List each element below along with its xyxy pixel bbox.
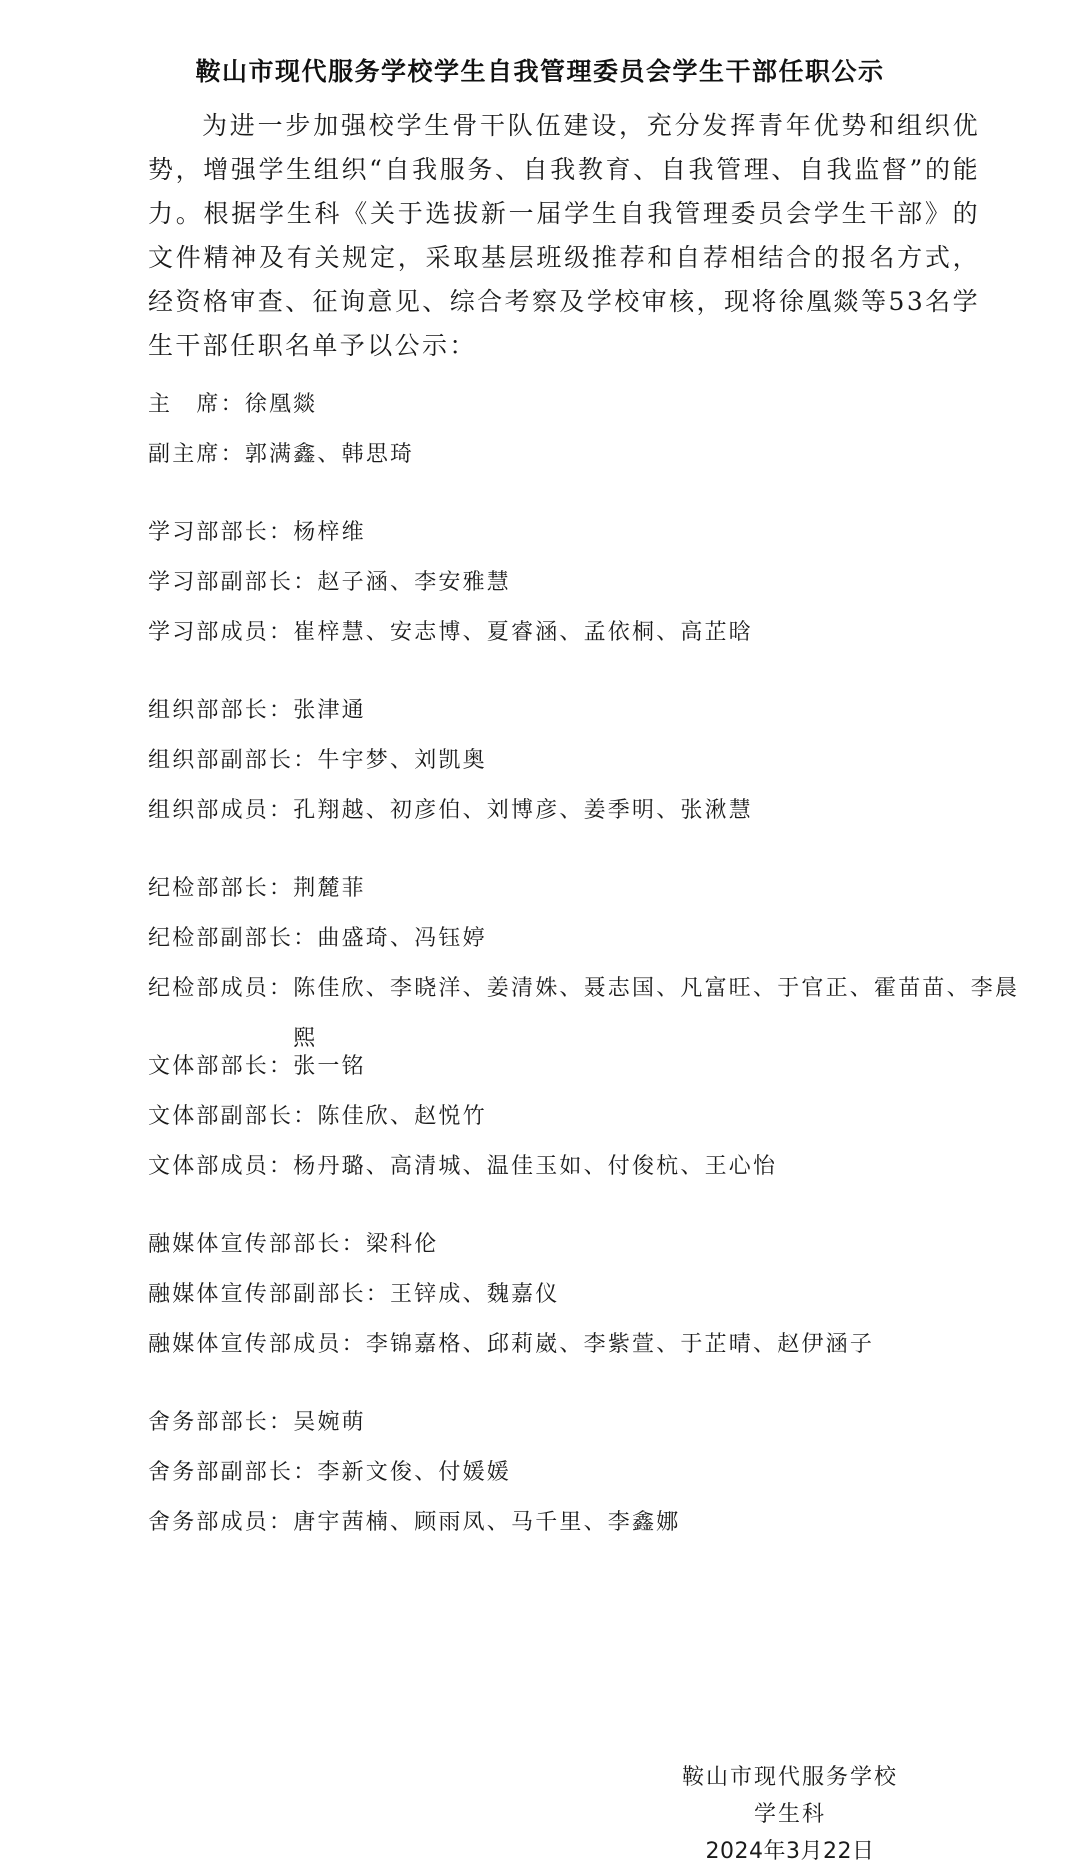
role-label: 纪检部成员： xyxy=(148,976,294,1001)
member-names: 陈佳欣、赵悦竹 xyxy=(317,1104,487,1129)
role-label: 组织部部长： xyxy=(148,698,294,723)
member-names: 张津通 xyxy=(293,698,366,723)
role-label: 文体部部长： xyxy=(148,1054,294,1079)
member-names: 张一铭 xyxy=(293,1054,366,1079)
role-label: 文体部成员： xyxy=(148,1154,294,1179)
document-title: 鞍山市现代服务学校学生自我管理委员会学生干部任职公示 xyxy=(195,57,885,86)
roster-list xyxy=(148,380,1028,1576)
role-label: 组织部成员： xyxy=(148,798,294,823)
member-names: 曲盛琦、冯钰婷 xyxy=(317,926,487,951)
roster-group xyxy=(148,508,1028,658)
member-names: 杨丹璐、高清城、温佳玉如、付俊杭、王心怡 xyxy=(293,1154,778,1179)
member-names: 李锦嘉格、邱莉崴、李紫萱、于芷晴、赵伊涵子 xyxy=(365,1332,875,1357)
roster-row xyxy=(148,786,1028,836)
role-label: 舍务部副部长： xyxy=(148,1460,318,1485)
role-label: 舍务部成员： xyxy=(148,1510,294,1535)
role-label: 舍务部部长： xyxy=(148,1410,294,1435)
signature-department: 学生科 xyxy=(753,1802,826,1827)
role-label: 纪检部部长： xyxy=(148,876,294,901)
roster-row xyxy=(148,1320,1028,1370)
member-names: 郭满鑫、韩思琦 xyxy=(244,442,415,467)
role-label: 纪检部副部长： xyxy=(148,926,318,951)
roster-row xyxy=(148,558,1028,608)
role-label: 副主席： xyxy=(148,442,245,467)
member-names: 唐宇茜楠、顾雨凤、马千里、李鑫娜 xyxy=(293,1510,681,1535)
member-names: 徐凰燚 xyxy=(244,392,318,417)
member-names: 王锌成、魏嘉仪 xyxy=(390,1282,560,1307)
signature-date: 2024年3月22日 xyxy=(705,1839,875,1864)
roster-row xyxy=(148,508,1028,558)
member-names: 赵子涵、李安雅慧 xyxy=(317,570,512,595)
member-names: 崔梓慧、安志博、夏睿涵、孟依桐、高芷晗 xyxy=(293,620,754,645)
role-label: 主 席： xyxy=(148,392,245,417)
member-names: 荆麓菲 xyxy=(293,876,366,901)
member-names: 陈佳欣、李晓洋、姜清姝、聂志国、凡富旺、于官正、霍苗苗、李晨熙 xyxy=(293,976,1020,1051)
member-names: 梁科伦 xyxy=(365,1232,439,1257)
role-label: 融媒体宣传部副部长： xyxy=(148,1282,391,1307)
role-label: 融媒体宣传部部长： xyxy=(148,1232,366,1257)
roster-row xyxy=(148,736,1028,786)
signature-organization: 鞍山市现代服务学校 xyxy=(681,1765,898,1790)
roster-group xyxy=(148,380,1028,480)
member-names: 吴婉萌 xyxy=(293,1410,366,1435)
roster-group xyxy=(148,1042,1028,1192)
role-label: 文体部副部长： xyxy=(148,1104,318,1129)
roster-group xyxy=(148,1220,1028,1370)
roster-row xyxy=(148,686,1028,736)
roster-row xyxy=(148,1220,1028,1270)
role-label: 学习部成员： xyxy=(148,620,294,645)
member-names: 孔翔越、初彦伯、刘博彦、姜季明、张湫慧 xyxy=(293,798,754,823)
roster-row xyxy=(148,1270,1028,1320)
roster-group xyxy=(148,1398,1028,1548)
roster-row xyxy=(148,1448,1028,1498)
member-names: 李新文俊、付媛媛 xyxy=(317,1460,512,1485)
roster-row xyxy=(148,380,1028,430)
role-label: 学习部副部长： xyxy=(148,570,318,595)
roster-row xyxy=(148,914,1028,964)
member-names: 杨梓维 xyxy=(293,520,366,545)
role-label: 组织部副部长： xyxy=(148,748,318,773)
roster-row xyxy=(148,608,1028,658)
roster-row xyxy=(148,864,1028,914)
role-label: 融媒体宣传部成员： xyxy=(148,1332,366,1357)
roster-group xyxy=(148,864,1028,1051)
roster-row xyxy=(148,1042,1028,1092)
roster-row xyxy=(148,1498,1028,1548)
roster-row xyxy=(148,1142,1028,1192)
roster-group xyxy=(148,686,1028,836)
roster-row xyxy=(148,1092,1028,1142)
roster-row xyxy=(148,1398,1028,1448)
roster-row xyxy=(148,964,1028,1051)
role-label: 学习部部长： xyxy=(148,520,294,545)
intro-paragraph: 为进一步加强校学生骨干队伍建设，充分发挥青年优势和组织优势，增强学生组织“自我服务、自我教育、自我管理、自我监督”的能力。根据学生科《关于选拔新一届学生自我管理委员会学生干部》的文件精神及有关规定，采取基层班级推荐和自荐相结合的报名方式，经资格审查、征询意见、综合考察及学校审核，现将徐凰燚等53名学生干部任职名单予以公示： xyxy=(148,111,980,360)
roster-row xyxy=(148,430,1028,480)
member-names: 牛宇梦、刘凯奥 xyxy=(317,748,487,773)
